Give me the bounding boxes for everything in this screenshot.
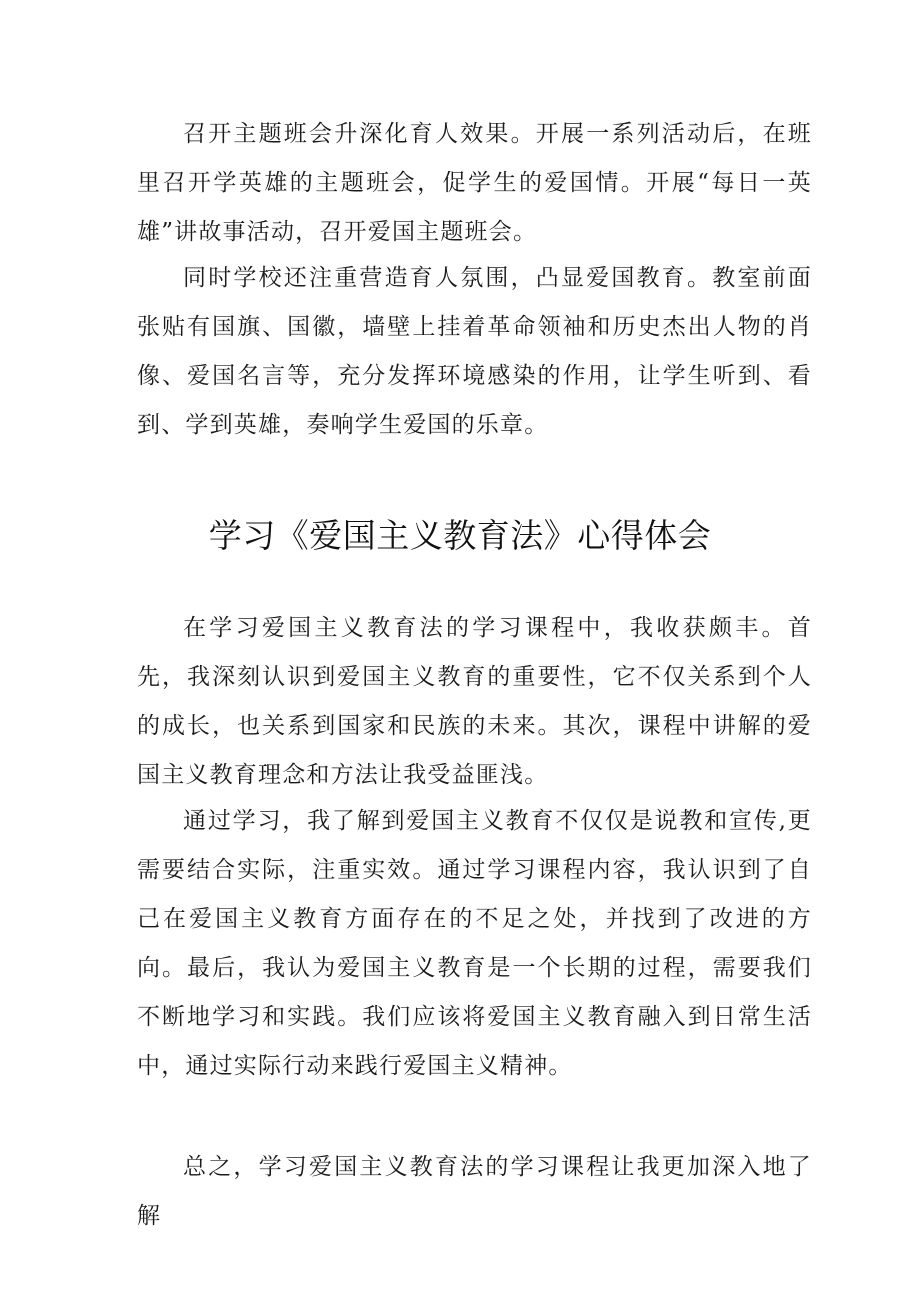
section-title: 学习《爱国主义教育法》心得体会 (208, 516, 712, 555)
paragraph-practical-understanding: 通过学习，我了解到爱国主义教育不仅仅是说教和宣传,更需要结合实际，注重实效。通过学习课程内容，我认识到了自己在爱国主义教育方面存在的不足之处，并找到了改进的方向。最后，我认为爱国主义教育是一个长期的过程，需要我们不断地学习和实践。我们应该将爱国主义教育融入到日常生活中，通过实际行动来践行爱国主义精神。 (137, 808, 812, 1079)
paragraph-conclusion: 总之，学习爱国主义教育法的学习课程让我更加深入地了解 (137, 1154, 812, 1229)
paragraph-theme-class-meeting: 召开主题班会升深化育人效果。开展一系列活动后，在班里召开学英雄的主题班会，促学生的爱国情。开展“每日一英雄”讲故事活动，召开爱国主题班会。 (137, 121, 812, 245)
paragraph-learning-gains: 在学习爱国主义教育法的学习课程中，我收获颇丰。首先，我深刻认识到爱国主义教育的重要性，它不仅关系到个人的成长，也关系到国家和民族的未来。其次，课程中讲解的爱国主义教育理念和方法让我受益匪浅。 (137, 615, 812, 788)
paragraph-school-atmosphere: 同时学校还注重营造育人氛围，凸显爱国教育。教室前面张贴有国旗、国徽，墙壁上挂着革命领袖和历史杰出人物的肖像、爱国名言等，充分发挥环境感染的作用，让学生听到、看到、学到英雄，奏响学生爱国的乐章。 (137, 265, 812, 438)
